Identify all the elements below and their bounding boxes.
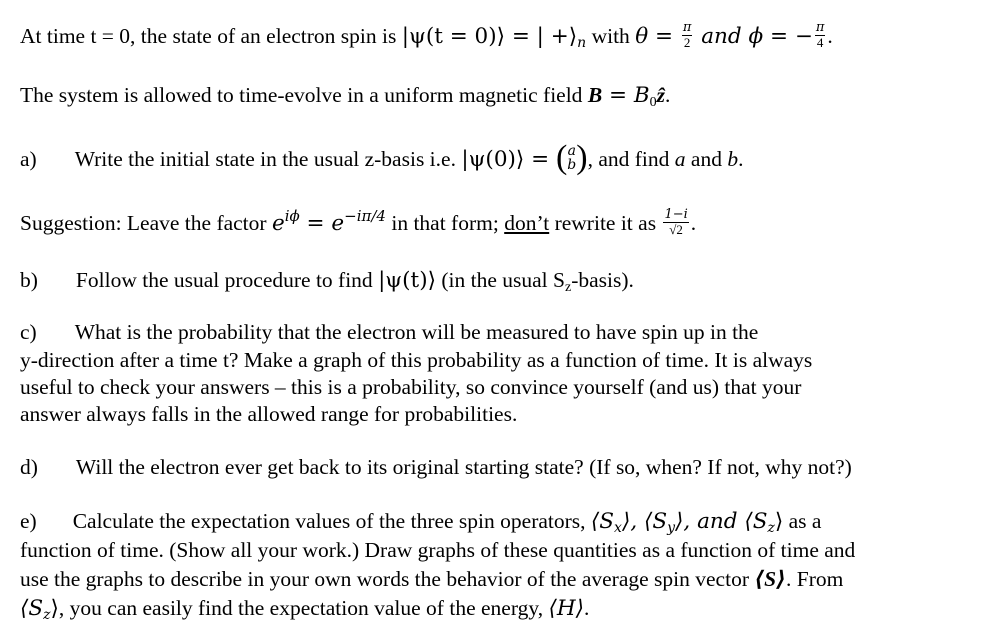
phi-numerator: π — [815, 20, 825, 35]
intro-text-2: with — [586, 24, 636, 49]
part-b-subscript: z — [564, 280, 572, 295]
theta-label: θ = — [635, 24, 680, 50]
suggestion-text-1: Suggestion: Leave the factor — [20, 211, 272, 235]
column-vector: ( a b ) — [555, 139, 588, 176]
intro-line — [20, 20, 833, 52]
z-hat: ẑ — [656, 83, 666, 107]
sz-subscript: z — [767, 520, 775, 536]
part-e-text-2: function of time. (Show all your work.) Draw graphs of these quantities as a function of time and — [20, 538, 856, 562]
phi-label: ϕ = − — [748, 24, 813, 50]
part-e-text-1a: Calculate the expectation values of the three spin operators, — [72, 509, 591, 533]
part-c-line-3 — [20, 377, 801, 399]
part-e-text-3b: . From — [785, 567, 844, 591]
spin-vector: ⟨S⟩ — [754, 567, 786, 591]
part-e-line-3 — [20, 569, 843, 591]
energy-expectation: ⟨H⟩ — [548, 596, 584, 621]
part-d — [20, 457, 852, 479]
b-equals: = B — [602, 83, 650, 108]
part-c-text-4: answer always falls in the allowed range for probabilities. — [20, 402, 518, 426]
suggestion-exponent-1: iϕ — [284, 207, 300, 225]
b0-subscript: 0 — [649, 95, 657, 110]
part-a-label: a) — [20, 146, 37, 171]
intro-end: . — [827, 24, 833, 49]
phi-fraction — [815, 21, 826, 49]
part-b-ket: |ψ(t)⟩ — [378, 268, 436, 293]
part-c-label: c) — [20, 320, 37, 344]
part-a-text-1: Write the initial state in the usual z-basis i.e. — [74, 146, 462, 171]
part-d-text: Will the electron ever get back to its original starting state? (If so, when? If not, why not?) — [75, 455, 852, 479]
suggestion-fraction — [663, 208, 688, 236]
part-e-line-2 — [20, 540, 855, 562]
part-e-end: . — [583, 596, 590, 620]
suggestion-equals: = e — [299, 211, 345, 236]
part-a-and: and — [685, 146, 728, 171]
part-c-text-2: y-direction after a time t? Make a graph of this probability as a function of time. It is always — [20, 348, 813, 372]
part-b-text-2: (in the usual S — [435, 268, 565, 292]
part-b — [20, 270, 634, 295]
part-a-var-a: a — [674, 146, 686, 171]
part-e-text-4: ⟩, you can easily find the expectation value of the energy, — [50, 596, 549, 620]
vector-top: a — [567, 142, 576, 159]
suggestion-end: . — [690, 211, 697, 235]
part-a-var-b: b — [727, 146, 739, 171]
part-d-label: d) — [20, 455, 38, 479]
intro-and: and — [694, 24, 749, 50]
intro-text-1: At time t = 0, the state of an electron spin is — [20, 24, 402, 49]
part-a — [20, 139, 744, 178]
sx-subscript: x — [614, 520, 622, 536]
l4-sz-open: ⟨S — [20, 596, 44, 621]
part-e-line-1 — [20, 511, 821, 535]
sx-open — [591, 509, 614, 534]
part-c-line-1 — [20, 322, 758, 344]
suggestion-dont: don’t — [504, 211, 550, 235]
part-c-line-2 — [20, 350, 812, 372]
theta-fraction — [682, 21, 693, 49]
suggestion-text-2: in that form; — [385, 211, 505, 235]
part-a-text-2: , and find — [587, 146, 675, 171]
suggestion-e: e — [271, 211, 285, 236]
part-e-text-1b: ⟩ as a — [774, 509, 822, 533]
part-c-text-3: useful to check your answers – this is a probability, so convince yourself (and us) that your — [20, 375, 802, 399]
part-e-label: e) — [20, 509, 37, 533]
part-b-text-1: Follow the usual procedure to find — [75, 268, 379, 292]
part-a-ket: |ψ(0)⟩ = — [461, 146, 556, 172]
part-c-text-1: What is the probability that the electron will be measured to have spin up in the — [74, 320, 759, 344]
part-b-text-3: -basis). — [571, 268, 634, 292]
l4-sz-subscript: z — [43, 607, 51, 623]
part-c-line-4 — [20, 404, 517, 426]
initial-state-ket: |ψ(t = 0)⟩ = | +⟩ — [401, 24, 578, 50]
field-line — [20, 85, 670, 110]
suggestion-frac-den: √2 — [669, 221, 683, 237]
part-a-end: . — [738, 146, 744, 171]
sy-subscript: y — [667, 520, 676, 536]
sx-bracket: ⟨S — [590, 509, 615, 534]
suggestion-exponent-2: −iπ/4 — [344, 207, 386, 225]
suggestion-line — [20, 206, 697, 239]
part-e-line-4 — [20, 598, 589, 622]
sz-open: ⟩, and ⟨S — [675, 509, 768, 534]
suggestion-frac-num: 1−i — [664, 206, 688, 222]
field-text: The system is allowed to time-evolve in a uniform magnetic field — [20, 83, 588, 107]
phi-denominator: 4 — [816, 34, 824, 50]
part-e-text-3a: use the graphs to describe in your own words the behavior of the average spin vector — [20, 567, 755, 591]
theta-denominator: 2 — [683, 34, 691, 50]
part-b-label: b) — [20, 268, 38, 292]
theta-numerator: π — [682, 20, 692, 35]
initial-state-subscript: n — [577, 35, 587, 52]
suggestion-text-3: rewrite it as — [549, 211, 662, 235]
sy-open: ⟩, ⟨S — [621, 509, 668, 534]
b-vector: B — [587, 83, 603, 107]
vector-bottom: b — [567, 157, 577, 174]
field-end: . — [665, 83, 671, 107]
